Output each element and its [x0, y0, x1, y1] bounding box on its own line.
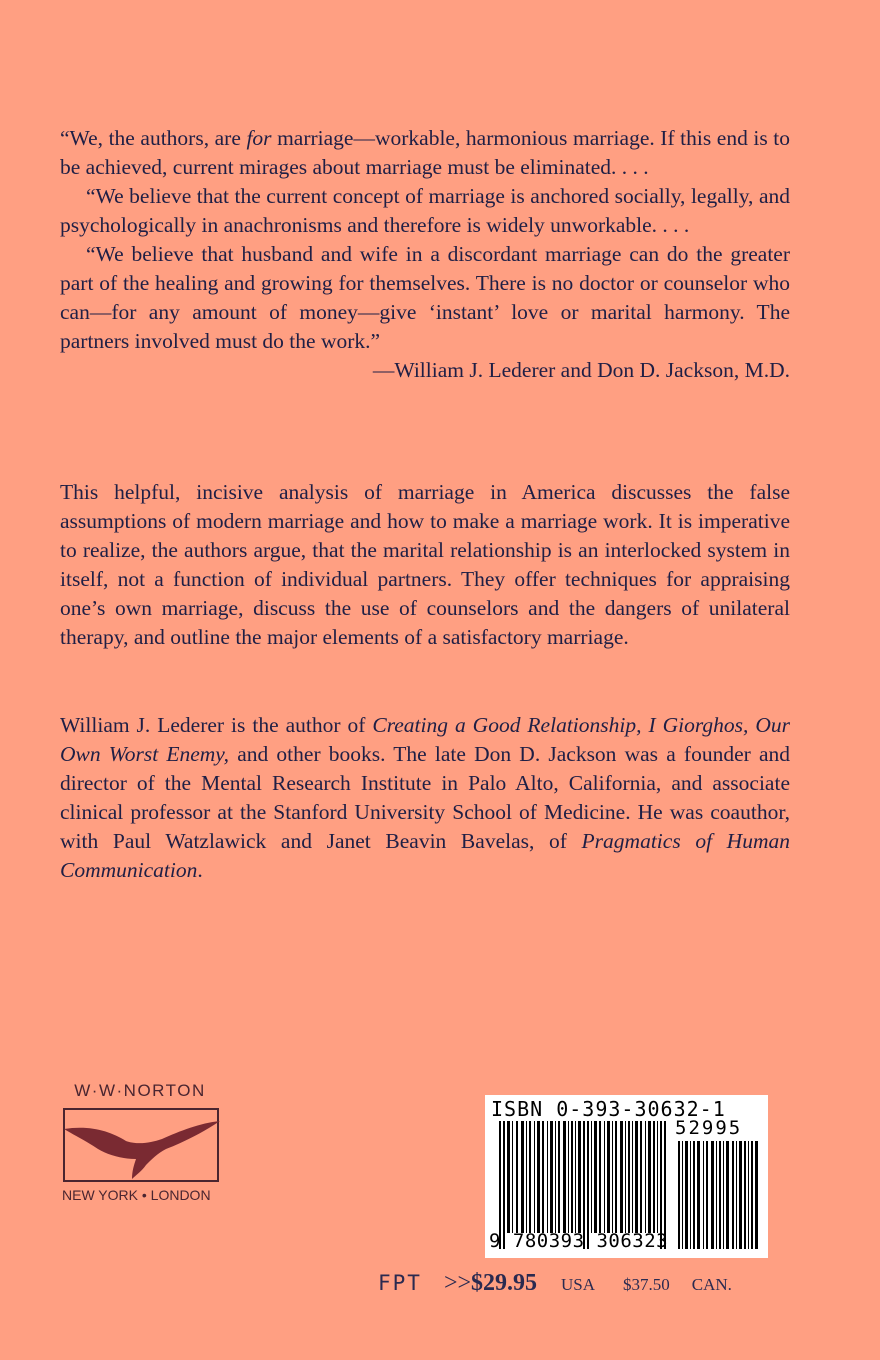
canada-price: $37.50: [623, 1275, 670, 1294]
publisher-logo: [60, 1081, 222, 1203]
quote-paragraph-3: “We believe that husband and wife in a discordant marriage can do the greater part of the healing and growing for themselves. There is no doctor or counselor who can—for any amount of money—give ‘instant’ love or marital harmony. The partners involved must do the work.”: [60, 242, 790, 353]
quote-attribution: —William J. Lederer and Don D. Jackson, M.D.: [372, 358, 790, 382]
author-bio-section: [60, 711, 790, 885]
publisher-name: W·W·NORTON: [74, 1081, 206, 1100]
price-arrows: >>: [443, 1270, 472, 1296]
addon-price-code: 52995: [675, 1117, 743, 1139]
bio-text: .: [197, 858, 203, 882]
author-bio-paragraph: [60, 711, 790, 885]
publisher-cities: NEW YORK • LONDON: [62, 1187, 211, 1203]
bio-book-titles: Creating a Good Relationship, I Giorghos, Our Own Worst Enemy,: [60, 713, 790, 766]
bio-book-title: Pragmatics of Human Communication: [60, 829, 790, 882]
bio-text: William J. Lederer is the author of: [60, 713, 373, 737]
isbn-number: ISBN 0-393-30632-1: [491, 1097, 726, 1121]
analysis-section: [60, 478, 790, 652]
bio-text: and other books. The late Don D. Jackson was a founder and director of the Mental Research Institute in Palo Alto, California, and associate clinical professor at the Stanford University School of Medicine. He was coauthor, with Paul Watzlawick and Janet Beavin Bavelas, of: [60, 742, 790, 853]
analysis-paragraph: This helpful, incisive analysis of marriage in America discusses the false assumptions of modern marriage and how to make a marriage work. It is imperative to realize, the authors argue, that the marital relationship is an interlocked system in itself, not a function of individual partners. They offer techniques for appraising one’s own marriage, discuss the use of counselors and the dangers of unilateral therapy, and outline the major elements of a satisfactory marriage.: [60, 480, 790, 649]
fpt-code: FPT: [378, 1271, 422, 1295]
quote-text: “We, the authors, are: [60, 126, 247, 150]
seagull-icon: [62, 1107, 220, 1183]
quote-section: [60, 124, 790, 385]
canada-label: CAN.: [691, 1275, 732, 1294]
quote-paragraph-2: “We believe that the current concept of marriage is anchored socially, legally, and psychologically in anachronisms and therefore is widely unworkable. . . .: [60, 184, 790, 237]
ean-number: 9 780393 306323: [489, 1230, 669, 1252]
quote-text: marriage—workable, harmonious marriage. If this end is to be achieved, current mirages about marriage must be eliminated. . . .: [60, 126, 790, 179]
isbn-barcode: [485, 1095, 768, 1258]
us-price: $29.95: [471, 1270, 538, 1296]
price-line: [378, 1270, 732, 1297]
quote-emphasis: for: [246, 126, 272, 150]
usa-label: USA: [561, 1275, 596, 1294]
quote-paragraph-1: [60, 124, 790, 182]
